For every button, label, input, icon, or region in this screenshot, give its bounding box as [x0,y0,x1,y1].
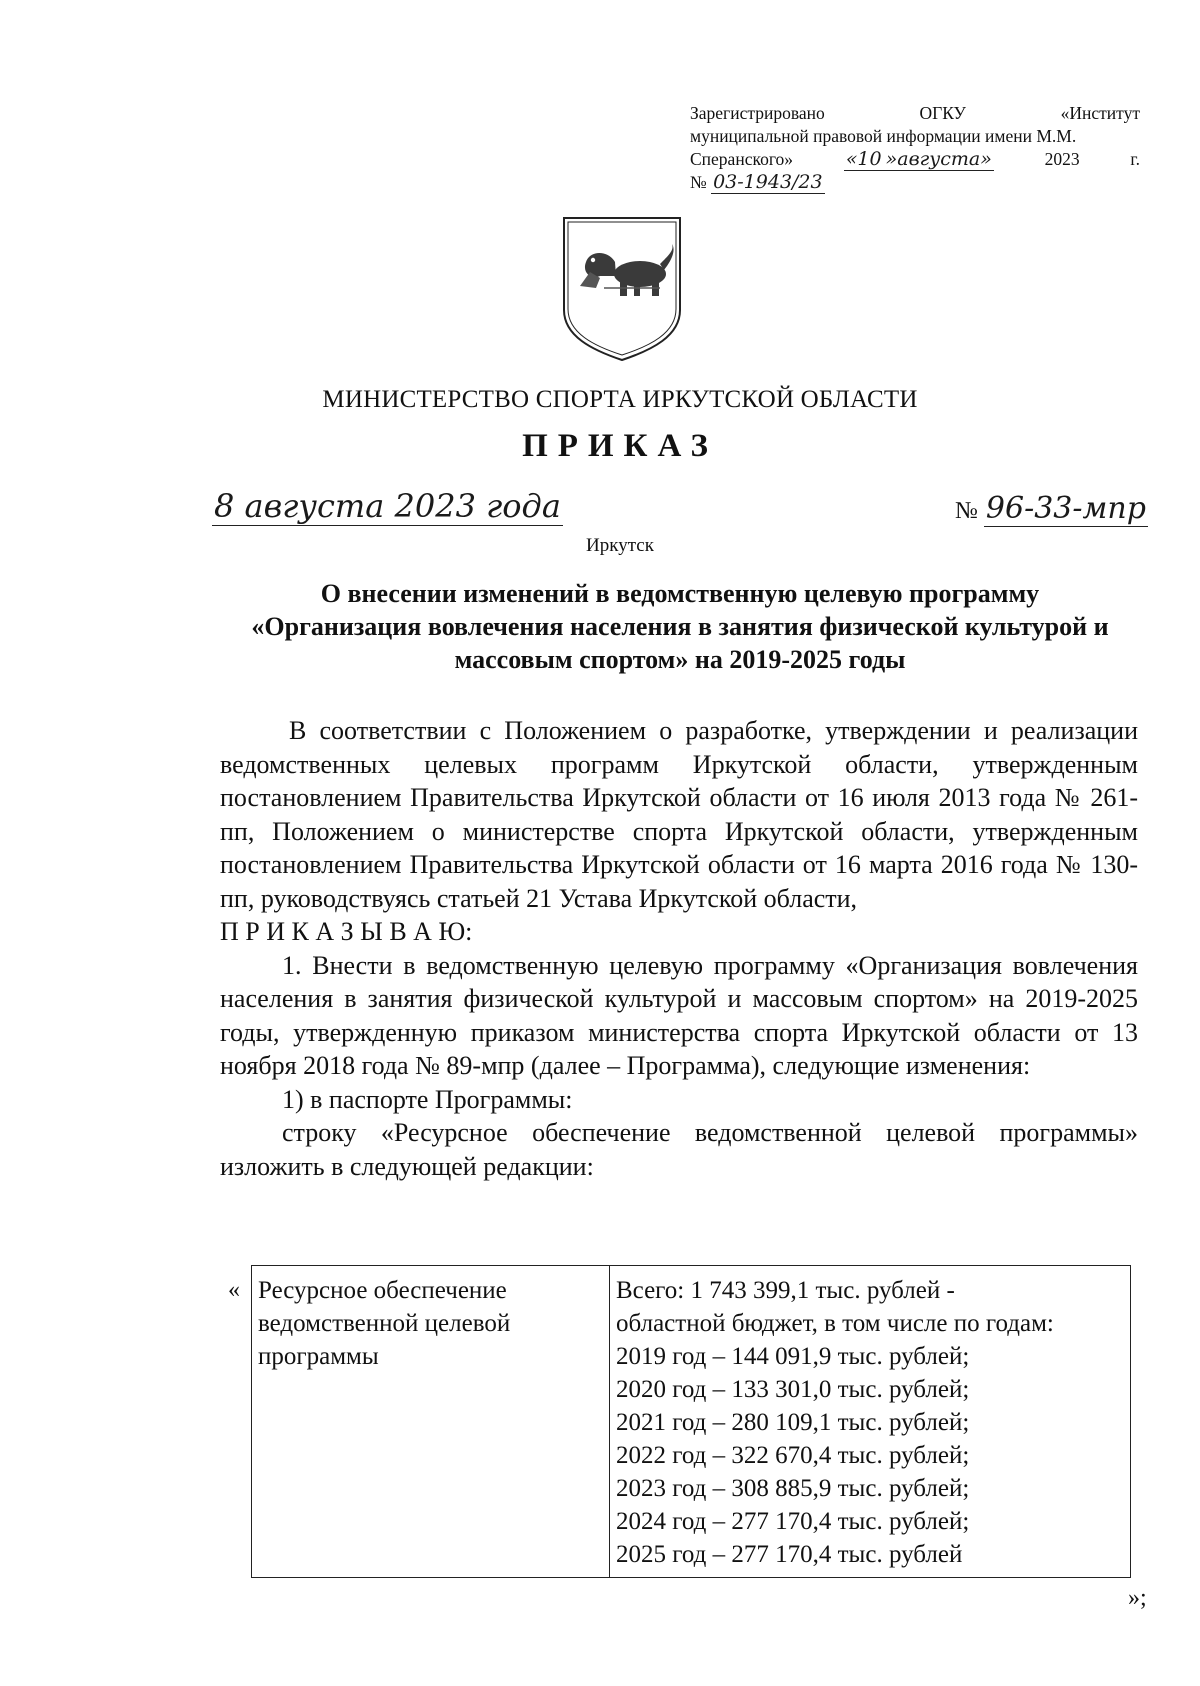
resource-year-2022: 2022 год – 322 670,4 тыс. рублей; [616,1442,970,1469]
resource-table [251,1265,1131,1578]
item-1-paragraph: 1. Внести в ведомственную целевую программу «Организация вовлечения населения в занятия физической культурой и массовым спортом» на 2019-2025 годы, утвержденную приказом министерства спорта Иркутской области от 13 ноября 2018 года № 89-мпр (далее – Программа), следующие изменения: [220,950,1138,1080]
preamble-paragraph: В соответствии с Положением о разработке, утверждении и реализации ведомственных целевых программ Иркутской области, утвержденным постановлением Правительства Иркутской области от 16 июля 2013 года № 261-пп, Положением о министерстве спорта Иркутской области, утвержденным постановлением Правительства Иркутской области от 16 марта 2016 года № 130-пп, руководствуясь статьей 21 Устава Иркутской области, [220,716,1138,913]
registration-month-handwritten: »августа» [885,148,992,170]
document-title [200,577,1160,676]
registration-word-2: ОГКУ [919,103,966,123]
title-line-1: О внесении изменений в ведомственную целевую программу [320,579,1040,608]
registration-line-4 [690,171,1140,194]
order-date-handwritten: 8 августа 2023 года [214,487,561,525]
order-number-label: № [955,498,978,524]
resource-label-line: программы [258,1343,379,1370]
item-1-instruction: строку «Ресурсное обеспечение ведомственной целевой программы» изложить в следующей редакции: [220,1118,1138,1181]
ministry-name: МИНИСТЕРСТВО СПОРТА ИРКУТСКОЙ ОБЛАСТИ [322,386,918,413]
resource-year-2025: 2025 год – 277 170,4 тыс. рублей [616,1541,963,1568]
title-line-3: массовым спортом» на 2019-2025 годы [454,645,906,674]
resource-label-line: Ресурсное обеспечение [258,1277,507,1304]
document-body [220,714,1138,1183]
registration-word-3: «Институт [1060,103,1140,123]
registration-year-suffix: г. [1130,149,1140,169]
item-1-subitem-1: 1) в паспорте Программы: [282,1084,573,1114]
registration-year: 2023 [1044,149,1080,169]
registration-speransky: Сперанского» [690,149,794,169]
city: Иркутск [586,535,654,556]
resource-budget-note: областной бюджет, в том числе по годам: [616,1310,1054,1337]
order-number [955,491,1148,526]
table-open-quote: « [228,1277,240,1303]
registration-number-label: № [690,172,707,192]
registration-stamp [690,102,1140,194]
registration-line-2 [690,125,1140,148]
document-type: ПРИКАЗ [522,428,718,464]
resource-year-2020: 2020 год – 133 301,0 тыс. рублей; [616,1376,970,1403]
resource-year-2019: 2019 год – 144 091,9 тыс. рублей; [616,1343,970,1370]
resource-label-line: ведомственной целевой [258,1310,511,1337]
resource-total: Всего: 1 743 399,1 тыс. рублей - [616,1277,955,1304]
irkutsk-coat-of-arms-icon [560,214,684,364]
table-close-quote: »; [1128,1585,1147,1611]
resource-values-cell [610,1266,1131,1578]
registration-word-1: Зарегистрировано [690,103,825,123]
order-number-handwritten: 96-33-мпр [985,491,1146,526]
title-line-2: «Организация вовлечения населения в занятия физической культурой и [251,612,1109,641]
table-row [252,1266,1131,1578]
order-word: П Р И К А З Ы В А Ю: [220,917,473,946]
registration-institute-name: муниципальной правовой информации имени М.М. [690,126,1077,146]
registration-day-handwritten: «10 [845,148,882,170]
resource-label-cell [252,1266,610,1578]
resource-year-2021: 2021 год – 280 109,1 тыс. рублей; [616,1409,970,1436]
resource-year-2023: 2023 год – 308 885,9 тыс. рублей; [616,1475,970,1502]
resource-year-2024: 2024 год – 277 170,4 тыс. рублей; [616,1508,970,1535]
registration-number-handwritten: 03-1943/23 [713,171,823,193]
registration-line-1 [690,102,1140,125]
registration-line-3 [690,148,1140,171]
